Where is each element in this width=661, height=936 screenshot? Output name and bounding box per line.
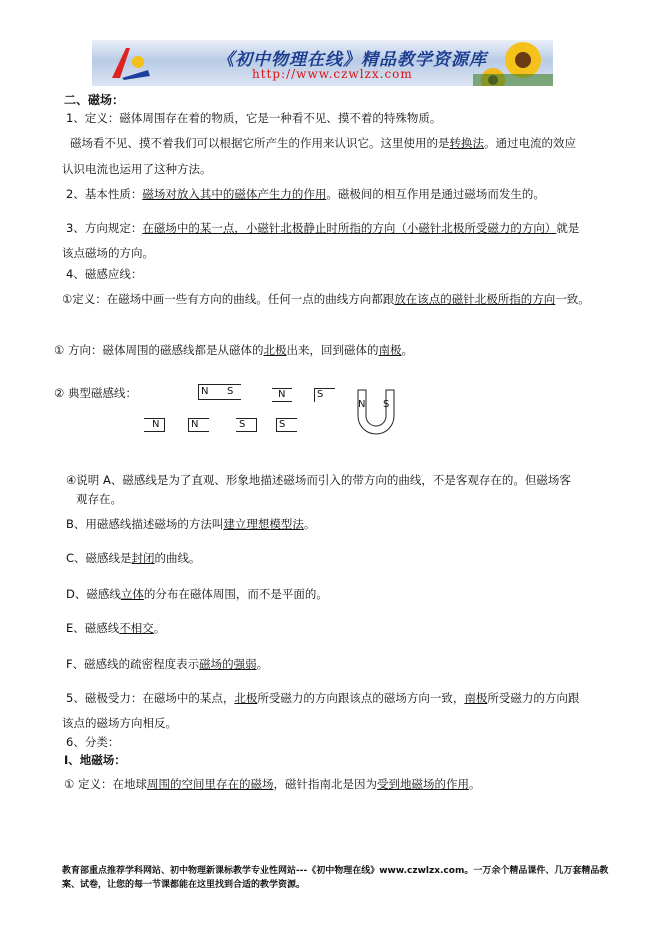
note-b — [66, 516, 315, 532]
underlined-term: 磁场对放入其中的磁体产生力的作用 — [142, 187, 327, 201]
bar-magnet — [198, 384, 241, 400]
text-segment: ① 定义：在地球 — [64, 777, 147, 791]
bar-magnet — [188, 418, 209, 432]
magnet-pole-label: S — [279, 419, 286, 430]
text-segment: 2、基本性质： — [66, 187, 143, 201]
text-segment: ①定义：在磁场中画一些有方向的曲线。任何一点的曲线方向都跟 — [62, 292, 395, 306]
underlined-term: 放在该点的磁针北极所指的方向 — [394, 292, 556, 306]
text-segment: B、用磁感线描述磁场的方法叫 — [66, 517, 224, 531]
banner-title: 《初中物理在线》精品教学资源库 — [217, 50, 487, 70]
text-segment: 出来，回到磁体的 — [286, 343, 379, 357]
text-segment: 5、磁极受力：在磁场中的某点， — [66, 691, 235, 705]
field-lines-definition — [62, 291, 590, 307]
u-magnet-pole-label: N — [358, 399, 366, 410]
header-banner — [92, 40, 553, 86]
text-segment: 所受磁力的方向跟 — [487, 691, 580, 705]
underlined-term: 立体 — [120, 587, 144, 601]
definition-line: 1、定义：磁体周围存在着的物质，它是一种看不见、摸不着的特殊物质。 — [66, 111, 442, 125]
underlined-term: 北极 — [234, 691, 258, 705]
field-lines-heading: 4、磁感应线： — [66, 267, 143, 281]
magnet-pole-label: N — [191, 419, 199, 430]
underlined-term: 周围的空间里存在的磁场 — [146, 777, 274, 791]
note-a: ④说明 A、磁感线是为了直观、形象地描述磁场而引入的带方向的曲线，不是客观存在的。但磁场客 — [66, 473, 571, 487]
text-segment: 一致。 — [555, 292, 590, 306]
direction-rule — [66, 220, 579, 236]
direction-rule-cont: 该点磁场的方向。 — [62, 246, 154, 260]
magnet-pole-label: N — [201, 386, 209, 397]
bar-magnet — [314, 388, 335, 402]
magnet-pole-label: S — [239, 419, 246, 430]
bar-magnet — [276, 418, 297, 432]
field-lines-direction — [54, 342, 413, 358]
note-d — [66, 586, 328, 602]
underlined-term: 转换法 — [449, 136, 484, 150]
text-segment: F、磁感线的疏密程度表示 — [66, 657, 200, 671]
underlined-term: 不相交 — [119, 621, 154, 635]
text-segment: 。通过电流的效应 — [484, 136, 576, 150]
magnet-pole-label: S — [317, 389, 324, 400]
text-segment: 的曲线。 — [154, 551, 201, 565]
note-a-cont: 观存在。 — [76, 492, 122, 506]
bar-magnet — [236, 418, 257, 432]
magnet-pole-label: S — [227, 386, 234, 397]
text-segment: 就是 — [556, 221, 580, 235]
underlined-term: 封闭 — [131, 551, 155, 565]
text-segment: 的分布在磁体周围，而不是平面的。 — [143, 587, 328, 601]
text-segment: ，磁针指南北是因为 — [273, 777, 377, 791]
magnet-pole-label: N — [278, 389, 286, 400]
text-segment: 磁场看不见、摸不着我们可以根据它所产生的作用来认识它。这里使用的是 — [70, 136, 450, 150]
pole-force-cont: 该点的磁场方向相反。 — [62, 716, 177, 730]
earth-field-definition — [64, 776, 480, 792]
banner-url[interactable]: http://www.czwlzx.com — [252, 67, 413, 81]
underlined-term: 北极 — [263, 343, 287, 357]
text-segment: 所受磁力的方向跟该点的磁场方向一致， — [257, 691, 465, 705]
logo-icon — [108, 44, 158, 82]
underlined-term: 在磁场中的某一点，小磁针北极静止时所指的方向（小磁针北极所受磁力的方向） — [142, 221, 557, 235]
pole-force — [66, 690, 579, 706]
text-segment: 。 — [303, 517, 316, 531]
text-segment: D、磁感线 — [66, 587, 121, 601]
text-segment: 。 — [256, 657, 269, 671]
bar-magnet — [144, 418, 165, 432]
underlined-term: 南极 — [378, 343, 402, 357]
underlined-term: 磁场的强弱 — [199, 657, 257, 671]
text-segment: C、磁感线是 — [66, 551, 132, 565]
text-segment: ① 方向：磁体周围的磁感线都是从磁体的 — [54, 343, 264, 357]
underlined-term: 建立理想模型法 — [223, 517, 304, 531]
text-segment: 。 — [468, 777, 481, 791]
text-segment: 3、方向规定： — [66, 221, 143, 235]
note-c — [66, 550, 201, 566]
earth-field-heading: Ⅰ、地磁场： — [64, 753, 126, 767]
page-footer: 教育部重点推荐学科网站、初中物理新课标教学专业性网站---《初中物理在线》www.czwlzx.com。一万余个精品课件、几万套精品教案、试卷，让您的每一节课都能在这里找到合适的教学资源。 — [62, 866, 609, 890]
bar-magnet — [272, 388, 292, 402]
section-heading: 二、磁场： — [64, 93, 125, 107]
definition-note — [70, 135, 576, 151]
sunflower-icon — [473, 40, 553, 86]
definition-note-cont: 认识电流也运用了这种方法。 — [62, 162, 212, 176]
typical-lines-label: ② 典型磁感线： — [54, 386, 137, 400]
basic-property — [66, 186, 545, 202]
underlined-term: 受到地磁场的作用 — [376, 777, 469, 791]
underlined-term: 南极 — [464, 691, 488, 705]
text-segment: 。 — [401, 343, 413, 357]
u-magnet-pole-label: S — [383, 399, 390, 410]
text-segment: 。 — [153, 621, 166, 635]
text-segment: E、磁感线 — [66, 621, 120, 635]
text-segment: 。磁极间的相互作用是通过磁场而发生的。 — [326, 187, 545, 201]
note-e — [66, 620, 165, 636]
classification-heading: 6、分类： — [66, 735, 120, 749]
note-f — [66, 656, 268, 672]
u-magnet — [354, 388, 398, 438]
magnet-pole-label: N — [152, 419, 160, 430]
